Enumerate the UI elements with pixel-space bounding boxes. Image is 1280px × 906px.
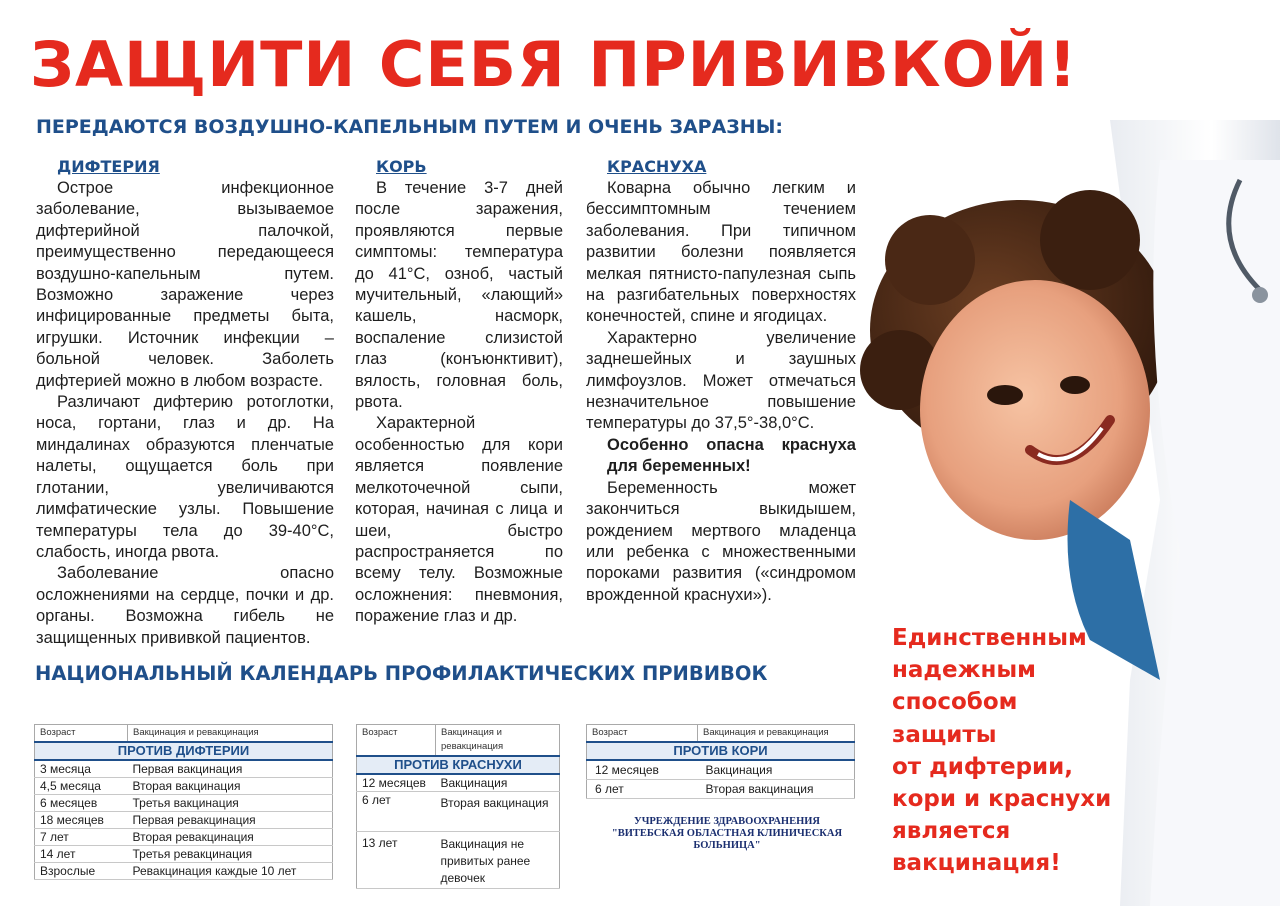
age-cell: 18 месяцев [35,812,128,829]
table-row [357,774,560,792]
rubella-schedule-table [356,724,560,889]
slogan [892,622,1192,880]
age-cell: 14 лет [35,846,128,863]
vaccination-cell: Вторая вакцинация [128,778,333,795]
diphtheria-column [36,156,334,649]
measles-heading: КОРЬ [376,157,427,176]
table-row [587,780,855,799]
vaccination-cell: Первая вакцинация [128,760,333,778]
rubella-paragraph: Характерно увеличение заднешейных и заушных лимфоузлов. Может отмечаться незначительное повышение температуры до 37,5°-38,0°С. [586,328,856,433]
vaccination-cell: Третья ревакцинация [128,846,333,863]
vaccination-cell: Вторая вакцинация [698,780,855,799]
age-cell: 3 месяца [35,760,128,778]
diphtheria-paragraph: Заболевание опасно осложнениями на сердце, почки и др. органы. Возможна гибель не защищенных прививкой пациентов. [36,564,334,647]
institution-stamp [583,816,871,852]
slogan-line: вакцинация! [892,850,1061,877]
slogan-line: от дифтерии, [892,753,1074,780]
age-cell: 12 месяцев [357,774,436,792]
table-section-title: ПРОТИВ КОРИ [587,742,855,760]
diphtheria-schedule-table [34,724,333,880]
vaccination-cell: Ревакцинация каждые 10 лет [128,863,333,880]
measles-paragraph: Характерной особенностью для кори является появление мелкоточечной сыпи, которая, начиная с лица и шеи, быстро распространяется по всему телу. Возможные осложнения: пневмония, поражение глаз и др. [355,414,563,626]
subtitle: ПЕРЕДАЮТСЯ ВОЗДУШНО-КАПЕЛЬНЫМ ПУТЕМ И ОЧЕНЬ ЗАРАЗНЫ: [36,116,783,138]
rubella-paragraph: Коварна обычно легким и бессимптомным течением заболевания. При типичном развитии болезни появляется мелкая пятнисто-папулезная сыпь на разгибательных поверхностях конечностей, спине и ягодицах. [586,179,856,326]
diphtheria-heading: ДИФТЕРИЯ [57,157,160,176]
page-title: ЗАЩИТИ СЕБЯ ПРИВИВКОЙ! [30,28,1078,101]
age-cell: Взрослые [35,863,128,880]
vaccination-cell: Вакцинация [436,774,560,792]
table-row [35,846,333,863]
table-header-vaccination: Вакцинация и ревакцинация [698,725,855,743]
table-row [357,792,560,832]
institution-line: "ВИТЕБСКАЯ ОБЛАСТНАЯ КЛИНИЧЕСКАЯ [611,828,843,839]
rubella-column [586,156,856,606]
table-row [35,863,333,880]
slogan-line: способом [892,689,1018,716]
table-section-title: ПРОТИВ ДИФТЕРИИ [35,742,333,760]
institution-line: УЧРЕЖДЕНИЕ ЗДРАВООХРАНЕНИЯ [633,816,821,827]
age-cell: 7 лет [35,829,128,846]
age-cell: 6 лет [357,792,436,832]
slogan-line: защиты [892,721,997,748]
vaccination-cell: Первая ревакцинация [128,812,333,829]
vaccination-cell: Вакцинация [698,760,855,780]
table-row [35,829,333,846]
table-row [35,778,333,795]
table-section-title: ПРОТИВ КРАСНУХИ [357,756,560,774]
vaccination-cell: Вакцинация не привитых ранее девочек [436,832,560,889]
vaccination-cell: Третья вакцинация [128,795,333,812]
institution-line: БОЛЬНИЦА" [693,840,761,851]
rubella-warning: Особенно опасна краснуха для беременных! [607,435,856,476]
table-row [35,760,333,778]
age-cell: 13 лет [357,832,436,889]
measles-paragraph: В течение 3-7 дней после заражения, проявляются первые симптомы: температура до 41°С, озноб, частый мучительный, «лающий» кашель, насморк, воспаление слизистой глаз (конъюнктивит), вялость, головная боль, рвота. [355,179,563,412]
diphtheria-paragraph: Острое инфекционное заболевание, вызываемое дифтерийной палочкой, преимущественно передающееся воздушно-капельным путем. Возможно заражение через инфицированные предметы быта, игрушки. Источник инфекции – больной человек. Заболеть дифтерией можно в любом возрасте. [36,179,334,390]
age-cell: 6 лет [587,780,698,799]
slogan-line: кори и краснухи [892,786,1112,813]
table-row [357,832,560,889]
slogan-line: надежным [892,657,1036,684]
diphtheria-paragraph: Различают дифтерию ротоглотки, носа, гортани, глаз и др. На миндалинах образуются пленчатые налеты, ощущается боль при глотании, увеличиваются лимфатические узлы. Повышение температуры тела до 39-40°С, слабость, иногда рвота. [36,393,334,561]
table-row [35,812,333,829]
age-cell: 12 месяцев [587,760,698,780]
vaccination-cell: Вторая вакцинация [436,792,560,832]
measles-schedule-table [586,724,855,799]
slogan-line: является [892,818,1011,845]
table-header-vaccination: Вакцинация и ревакцинация [128,725,333,743]
measles-column [355,156,563,628]
age-cell: 4,5 месяца [35,778,128,795]
age-cell: 6 месяцев [35,795,128,812]
table-header-age: Возраст [357,725,436,757]
table-row [587,760,855,780]
table-header-age: Возраст [35,725,128,743]
rubella-heading: КРАСНУХА [607,157,707,176]
calendar-title: НАЦИОНАЛЬНЫЙ КАЛЕНДАРЬ ПРОФИЛАКТИЧЕСКИХ ПРИВИВОК [35,662,768,685]
rubella-paragraph: Беременность может закончиться выкидышем, рождением мертвого младенца или ребенка с множественными пороками развития («синдромом врожденной краснухи»). [586,478,856,604]
table-header-age: Возраст [587,725,698,743]
vaccination-cell: Вторая ревакцинация [128,829,333,846]
slogan-line: Единственным [892,625,1087,651]
table-header-vaccination: Вакцинация и ревакцинация [436,725,560,757]
table-row [35,795,333,812]
